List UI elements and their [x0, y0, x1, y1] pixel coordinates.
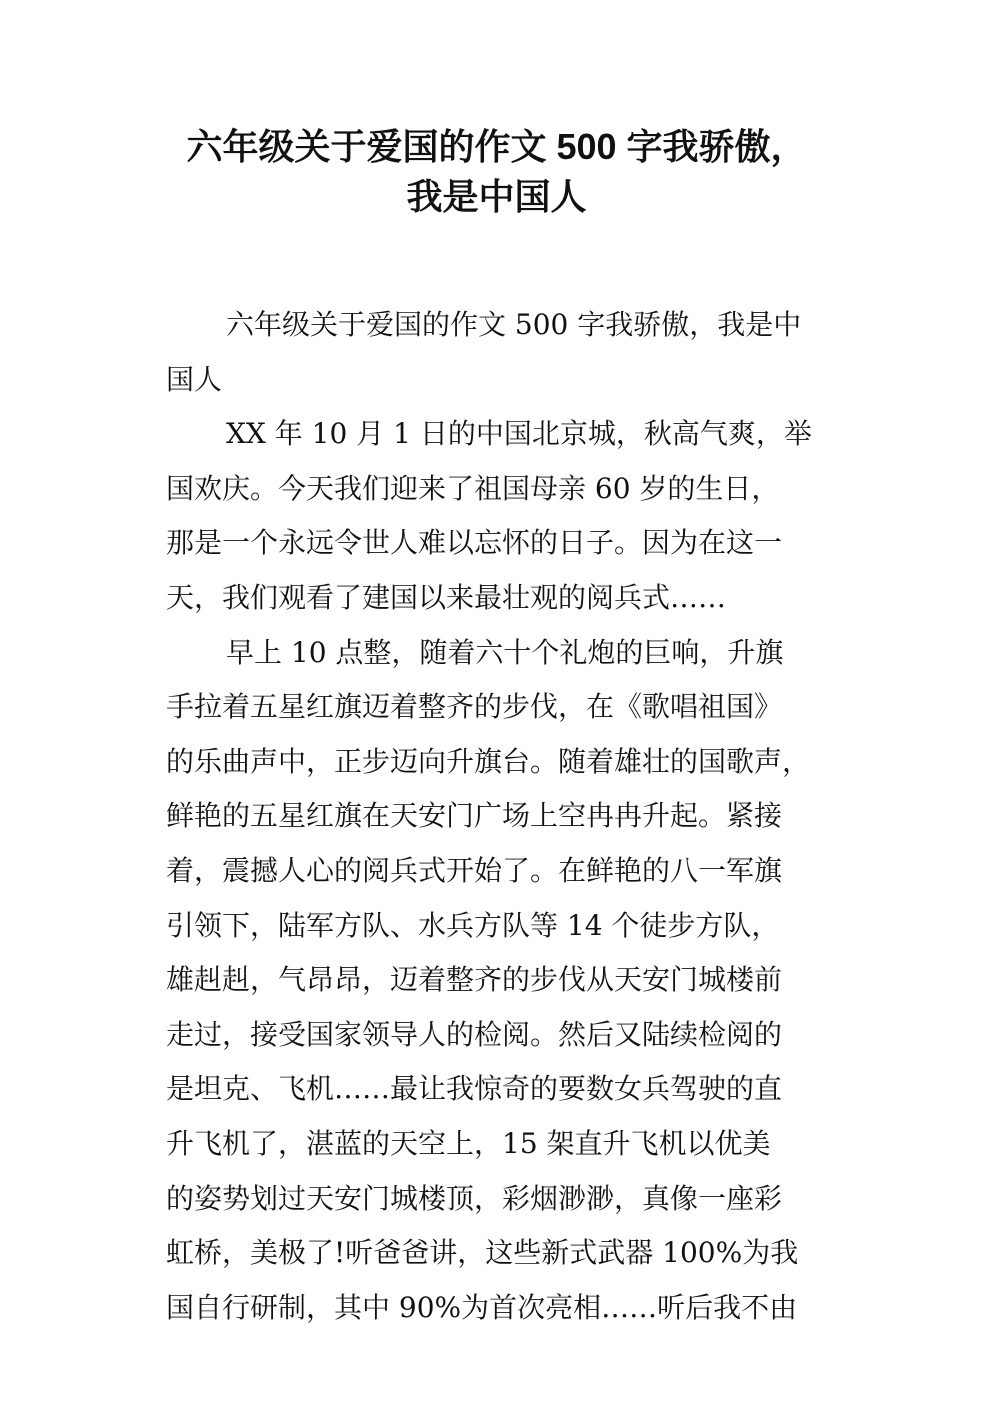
body-line: 升飞机了，湛蓝的天空上，15 架直升飞机以优美	[166, 1126, 771, 1160]
title-line-2: 我是中国人	[406, 176, 587, 217]
body-line: 的乐曲声中，正步迈向升旗台。随着雄壮的国歌声，	[166, 744, 811, 778]
body-line: XX 年 10 月 1 日的中国北京城，秋高气爽，举	[226, 417, 812, 451]
body-line: 虹桥，美极了!听爸爸讲，这些新式武器 100%为我	[166, 1236, 799, 1270]
document-title	[0, 122, 993, 222]
body-line: 国欢庆。今天我们迎来了祖国母亲 60 岁的生日，	[166, 471, 780, 505]
body-line: 天，我们观看了建国以来最壮观的阅兵式……	[166, 580, 727, 614]
body-line: 早上 10 点整，随着六十个礼炮的巨响，升旗	[226, 635, 784, 669]
body-line: 国人	[166, 362, 223, 396]
body-line: 的姿势划过天安门城楼顶，彩烟渺渺，真像一座彩	[166, 1181, 783, 1215]
body-line: 国自行研制，其中 90%为首次亮相……听后我不由	[166, 1290, 798, 1324]
body-line: 走过，接受国家领导人的检阅。然后又陆续检阅的	[166, 1017, 783, 1051]
body-line: 是坦克、飞机……最让我惊奇的要数女兵驾驶的直	[166, 1072, 783, 1106]
body-line: 那是一个永远令世人难以忘怀的日子。因为在这一	[166, 526, 783, 560]
body-line: 雄赳赳，气昂昂，迈着整齐的步伐从天安门城楼前	[166, 963, 783, 997]
document-body	[166, 298, 846, 1335]
body-line: 引领下，陆军方队、水兵方队等 14 个徒步方队，	[166, 908, 780, 942]
body-line: 六年级关于爱国的作文 500 字我骄傲，我是中	[226, 308, 802, 341]
title-line-1: 六年级关于爱国的作文 500 字我骄傲，	[186, 126, 807, 167]
body-line: 手拉着五星红旗迈着整齐的步伐，在《歌唱祖国》	[166, 690, 783, 724]
body-line: 着，震撼人心的阅兵式开始了。在鲜艳的八一军旗	[166, 853, 783, 887]
body-line: 鲜艳的五星红旗在天安门广场上空冉冉升起。紧接	[166, 799, 783, 833]
